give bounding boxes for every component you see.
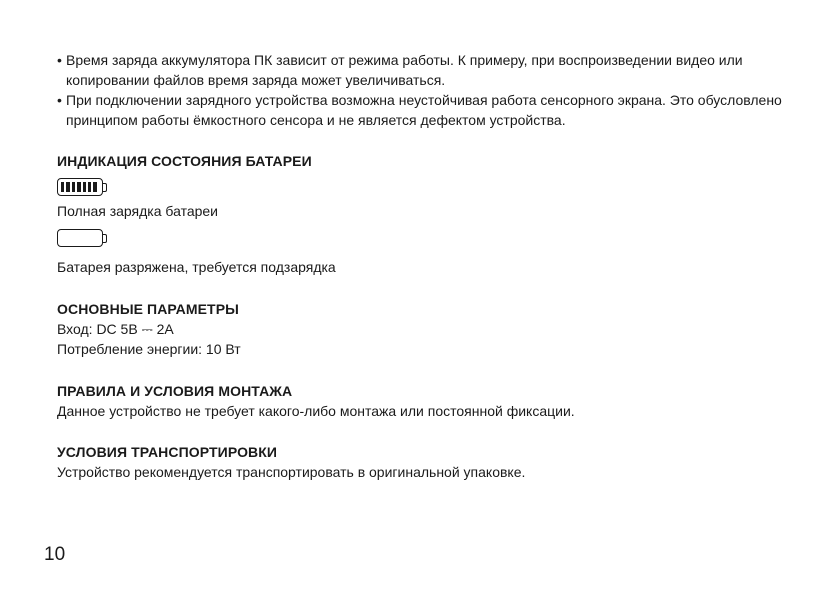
battery-bar (77, 182, 80, 192)
main-parameters-section (57, 299, 787, 359)
battery-cap (103, 183, 107, 192)
bullet-dot: • (57, 52, 62, 68)
note-text: Время заряда аккумулятора ПК зависит от режима работы. К примеру, при воспроизведении видео или копировании файлов время заряда может увеличиваться. (66, 52, 743, 88)
battery-indication-section (57, 151, 787, 277)
mounting-section-title: ПРАВИЛА И УСЛОВИЯ МОНТАЖА (57, 383, 293, 399)
bullet-dot: • (57, 92, 62, 108)
params-section-title: ОСНОВНЫЕ ПАРАМЕТРЫ (57, 301, 239, 317)
params-input: Вход: DC 5В ⎓ 2А (57, 321, 174, 337)
page-number: 10 (44, 544, 66, 565)
document-page (57, 50, 787, 482)
battery-bar (93, 182, 96, 192)
note-charge-time (57, 50, 787, 90)
params-power: Потребление энергии: 10 Вт (57, 341, 241, 357)
battery-section-title: ИНДИКАЦИЯ СОСТОЯНИЯ БАТАРЕИ (57, 153, 312, 169)
transport-section (57, 442, 787, 482)
battery-bar (88, 182, 91, 192)
battery-empty-icon (57, 229, 107, 249)
battery-body (57, 229, 103, 247)
battery-bar (66, 182, 69, 192)
battery-level-bars (61, 182, 97, 192)
battery-cap (103, 234, 107, 243)
transport-text: Устройство рекомендуется транспортировать в оригинальной упаковке. (57, 464, 526, 480)
mounting-text: Данное устройство не требует какого-либо монтажа или постоянной фиксации. (57, 403, 575, 419)
note-touchscreen (57, 90, 787, 130)
transport-section-title: УСЛОВИЯ ТРАНСПОРТИРОВКИ (57, 444, 278, 460)
battery-full-icon (57, 178, 107, 198)
note-text: При подключении зарядного устройства возможна неустойчивая работа сенсорного экрана. Это обусловлено принципом работы ёмкостного сенсора и не является дефектом устройства. (66, 92, 782, 128)
battery-bar (61, 182, 64, 192)
battery-full-label: Полная зарядка батареи (57, 203, 218, 219)
mounting-section (57, 381, 787, 421)
battery-empty-label: Батарея разряжена, требуется подзарядка (57, 259, 336, 275)
battery-bar (72, 182, 75, 192)
battery-bar (83, 182, 86, 192)
